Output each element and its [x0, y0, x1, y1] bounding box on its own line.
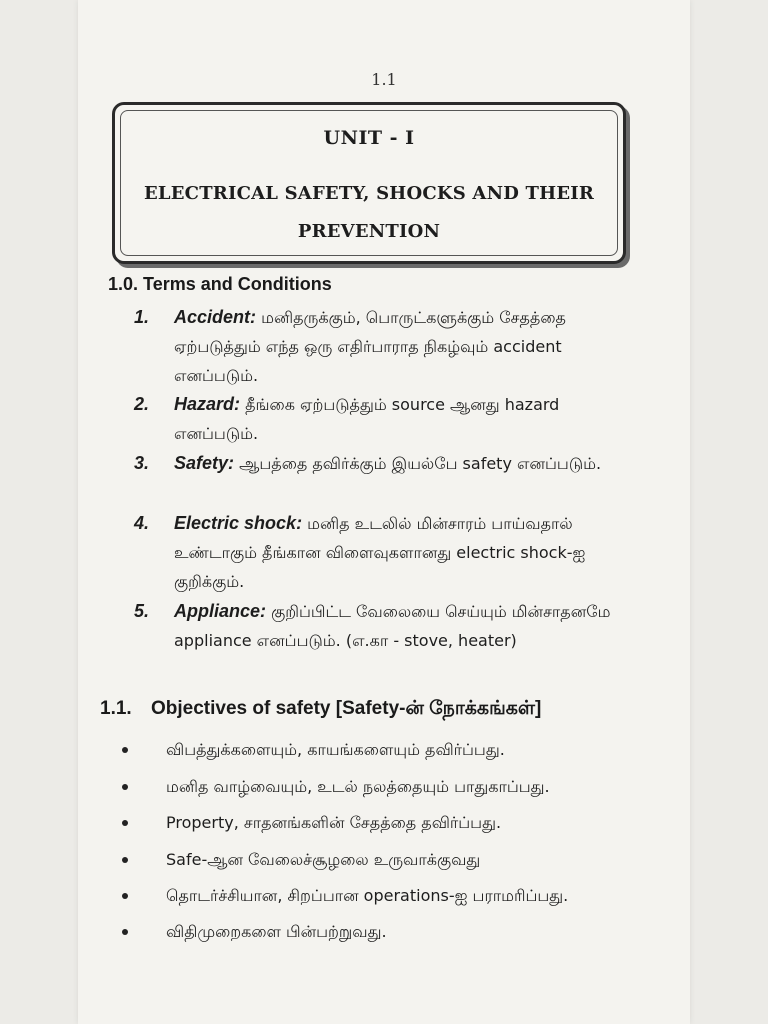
term-definition: மனிதருக்கும், பொருட்களுக்கும் சேதத்தை ஏற்படுத்தும் எந்த ஒரு எதிர்பாராத நிகழ்வும் accident எனப்படும்.: [174, 308, 566, 385]
term-name: Hazard:: [174, 394, 241, 414]
section-number: 1.0.: [108, 274, 139, 294]
term-item-accident: [134, 303, 634, 390]
term-name: Appliance:: [174, 601, 267, 621]
term-number: 3.: [134, 453, 150, 473]
objective-item: [118, 775, 648, 799]
term-name: Electric shock:: [174, 513, 303, 533]
objective-text: Property, சாதனங்களின் சேதத்தை தவிர்ப்பது.: [166, 813, 502, 832]
term-number: 4.: [134, 513, 150, 533]
bullet-icon: [122, 820, 128, 826]
term-item-appliance: [134, 597, 634, 655]
term-definition: மனித உடலில் மின்சாரம் பாய்வதால் உண்டாகும் தீங்கான விளைவுகளானது electric shock-ஐ குறிக்கும்.: [174, 514, 586, 591]
section-title: Objectives of safety [Safety-ன் நோக்கங்கள்]: [150, 698, 542, 719]
term-item-electric-shock: [134, 509, 634, 596]
bullet-icon: [122, 857, 128, 863]
unit-title: UNIT - I: [323, 127, 415, 149]
objective-text: தொடர்ச்சியான, சிறப்பான operations-ஐ பராமரிப்பது.: [166, 886, 569, 905]
objective-text: விதிமுறைகளை பின்பற்றுவது.: [166, 922, 387, 941]
section-title: Terms and Conditions: [143, 274, 332, 294]
objective-item: [118, 738, 648, 762]
objective-item: [118, 920, 648, 944]
objective-text: விபத்துக்களையும், காயங்களையும் தவிர்ப்பது.: [166, 740, 505, 759]
bullet-icon: [122, 747, 128, 753]
objective-item: [118, 811, 648, 835]
objective-item: [118, 884, 648, 908]
term-number: 5.: [134, 601, 150, 621]
term-name: Safety:: [174, 453, 235, 473]
term-number: 2.: [134, 394, 150, 414]
section-number: 1.1.: [100, 698, 132, 719]
term-item-hazard: [134, 390, 634, 448]
document-page: [78, 0, 690, 1024]
section-heading-terms: [108, 274, 332, 295]
bullet-icon: [122, 893, 128, 899]
bullet-icon: [122, 784, 128, 790]
objective-text: மனித வாழ்வையும், உடல் நலத்தையும் பாதுகாப்பது.: [166, 777, 550, 796]
term-definition: ஆபத்தை தவிர்க்கும் இயல்பே safety எனப்படும்.: [239, 454, 602, 473]
term-number: 1.: [134, 307, 150, 327]
page-number: 1.1: [371, 70, 397, 89]
term-name: Accident:: [174, 307, 257, 327]
term-item-safety: [134, 449, 634, 478]
unit-subtitle: ELECTRICAL SAFETY, SHOCKS AND THEIR PREVENTION: [143, 183, 595, 242]
term-definition: தீங்கை ஏற்படுத்தும் source ஆனது hazard எனப்படும்.: [174, 395, 560, 443]
objective-text: Safe-ஆன வேலைச்சூழலை உருவாக்குவது: [166, 850, 481, 869]
section-heading-objectives: [100, 698, 541, 722]
objective-item: [118, 848, 648, 872]
unit-title-box: [112, 102, 626, 264]
bullet-icon: [122, 929, 128, 935]
term-definition: குறிப்பிட்ட வேலையை செய்யும் மின்சாதனமே appliance எனப்படும். (எ.கா - stove, heater): [174, 602, 611, 650]
